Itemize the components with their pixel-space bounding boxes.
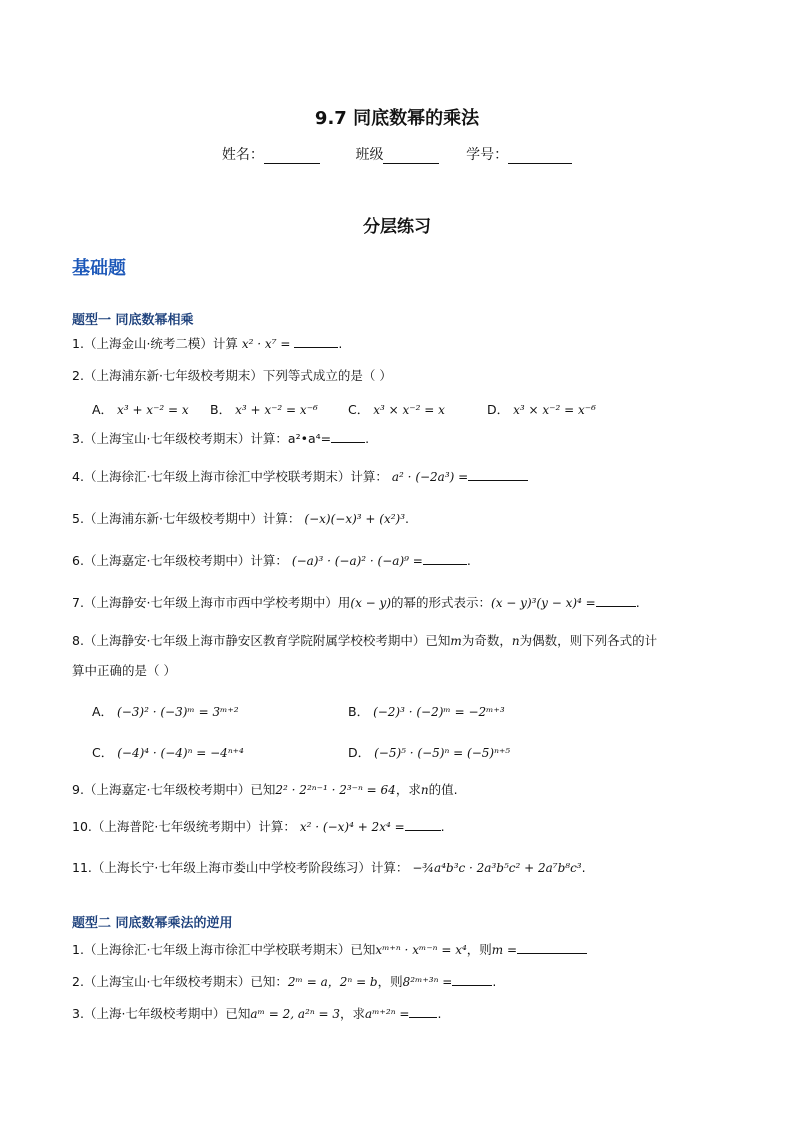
question-1-9: 9.（上海嘉定·七年级校考期中）已知2² · 2²ⁿ⁻¹ · 2³⁻ⁿ = 64，求n的值. — [72, 782, 458, 797]
option-d[interactable]: D． x³ × x⁻² = x⁻⁶ — [487, 402, 596, 417]
option-c[interactable]: C． x³ × x⁻² = x — [348, 402, 445, 417]
option-a[interactable]: A． (−3)² · (−3)ᵐ = 3ᵐ⁺² — [92, 704, 239, 719]
question-1-8: 8.（上海静安·七年级上海市静安区教育学院附属学校校考期中）已知m为奇数，n为偶数，则下列各式的计 — [72, 633, 658, 648]
type2-heading: 题型二 同底数幂乘法的逆用 — [72, 916, 233, 931]
option-b[interactable]: B． x³ + x⁻² = x⁻⁶ — [210, 402, 318, 417]
question-2-2: 2.（上海宝山·七年级校考期末）已知：2ᵐ = a，2ⁿ = b，则8²ᵐ⁺³ⁿ = . — [72, 974, 497, 989]
question-1-11: 11.（上海长宁·七年级上海市娄山中学校考阶段练习）计算： −¾a⁴b³c · 2a³b⁵c² + 2a⁷b⁸c³. — [72, 860, 586, 875]
question-1-6: 6.（上海嘉定·七年级校考期中）计算： (−a)³ · (−a)² · (−a)⁹ = . — [72, 553, 471, 568]
option-b[interactable]: B． (−2)³ · (−2)ᵐ = −2ᵐ⁺³ — [348, 704, 505, 719]
name-label: 姓名： — [221, 147, 264, 163]
question-1-10: 10.（上海普陀·七年级统考期中）计算： x² · (−x)⁴ + 2x⁴ = . — [72, 819, 445, 834]
question-1-1: 1.（上海金山·统考二模）计算 x² · x⁷ = . — [72, 336, 343, 351]
question-1-4: 4.（上海徐汇·七年级上海市徐汇中学校联考期末）计算： a² · (−2a³) = — [72, 468, 528, 486]
number-label: 学号： — [466, 147, 509, 163]
answer-blank[interactable] — [331, 430, 365, 443]
answer-blank[interactable] — [423, 552, 467, 565]
question-1-8-line2: 算中正确的是（ ） — [72, 663, 176, 678]
question-1-2: 2.（上海浦东新·七年级校考期末）下列等式成立的是（ ） — [72, 368, 392, 383]
answer-blank[interactable] — [405, 818, 441, 831]
answer-blank[interactable] — [517, 941, 587, 954]
class-label: 班级 — [355, 147, 384, 163]
class-blank[interactable] — [383, 149, 439, 164]
answer-blank[interactable] — [409, 1005, 437, 1018]
type1-heading: 题型一 同底数幂相乘 — [72, 313, 194, 328]
section-subtitle: 分层练习 — [363, 217, 431, 237]
number-blank[interactable] — [508, 149, 572, 164]
question-2-1: 1.（上海徐汇·七年级上海市徐汇中学校联考期末）已知xᵐ⁺ⁿ · xᵐ⁻ⁿ = x⁴，则m = — [72, 941, 587, 959]
answer-blank[interactable] — [294, 335, 338, 348]
option-c[interactable]: C． (−4)⁴ · (−4)ⁿ = −4ⁿ⁺⁴ — [92, 745, 244, 760]
option-a[interactable]: A． x³ + x⁻² = x — [92, 402, 189, 417]
answer-blank[interactable] — [596, 594, 636, 607]
question-2-3: 3.（上海·七年级校考期中）已知aᵐ = 2, a²ⁿ = 3，求aᵐ⁺²ⁿ = . — [72, 1006, 442, 1021]
question-1-3: 3.（上海宝山·七年级校考期末）计算：a²•a⁴= . — [72, 431, 370, 446]
student-info — [0, 144, 794, 164]
question-1-7: 7.（上海静安·七年级上海市市西中学校考期中）用(x − y)的幂的形式表示：(x − y)³(y − x)⁴ = . — [72, 595, 640, 610]
section-basic-heading: 基础题 — [72, 258, 126, 279]
question-1-5: 5.（上海浦东新·七年级校考期中）计算： (−x)(−x)³ + (x²)³. — [72, 511, 410, 526]
answer-blank[interactable] — [452, 973, 492, 986]
option-d[interactable]: D． (−5)⁵ · (−5)ⁿ = (−5)ⁿ⁺⁵ — [348, 745, 511, 760]
page-title: 9.7 同底数幂的乘法 — [314, 108, 480, 129]
name-blank[interactable] — [264, 149, 320, 164]
answer-blank[interactable] — [468, 468, 528, 481]
